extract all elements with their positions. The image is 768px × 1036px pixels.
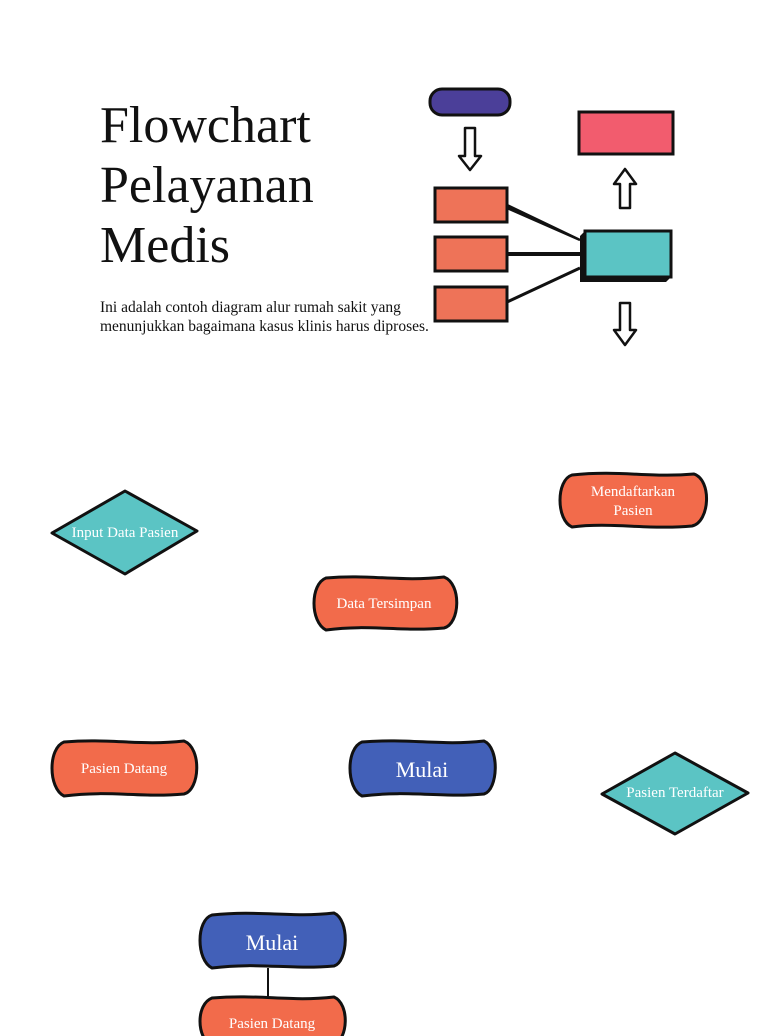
page-description: Ini adalah contoh diagram alur rumah sakit yang menunjukkan bagaimana kasus klinis harus diproses. — [100, 299, 429, 335]
label-pasien-datang: Pasien Datang — [80, 760, 168, 777]
label-pasien-terdaftar: Pasien Terdaftar — [626, 784, 724, 801]
title-line-3: Medis — [100, 217, 230, 274]
label-mulai-center: Mulai — [395, 756, 449, 782]
title-line-2: Pelayanan — [100, 157, 314, 214]
label-mulai-bottom: Mulai — [245, 929, 299, 955]
label-mendaftarkan-pasien: Mendaftarkan Pasien — [590, 484, 676, 519]
label-input-data-pasien: Input Data Pasien — [71, 524, 179, 541]
label-pasien-datang-bottom: Pasien Datang — [228, 1015, 316, 1032]
title-line-1: Flowchart — [100, 97, 311, 154]
label-data-tersimpan: Data Tersimpan — [336, 595, 432, 612]
